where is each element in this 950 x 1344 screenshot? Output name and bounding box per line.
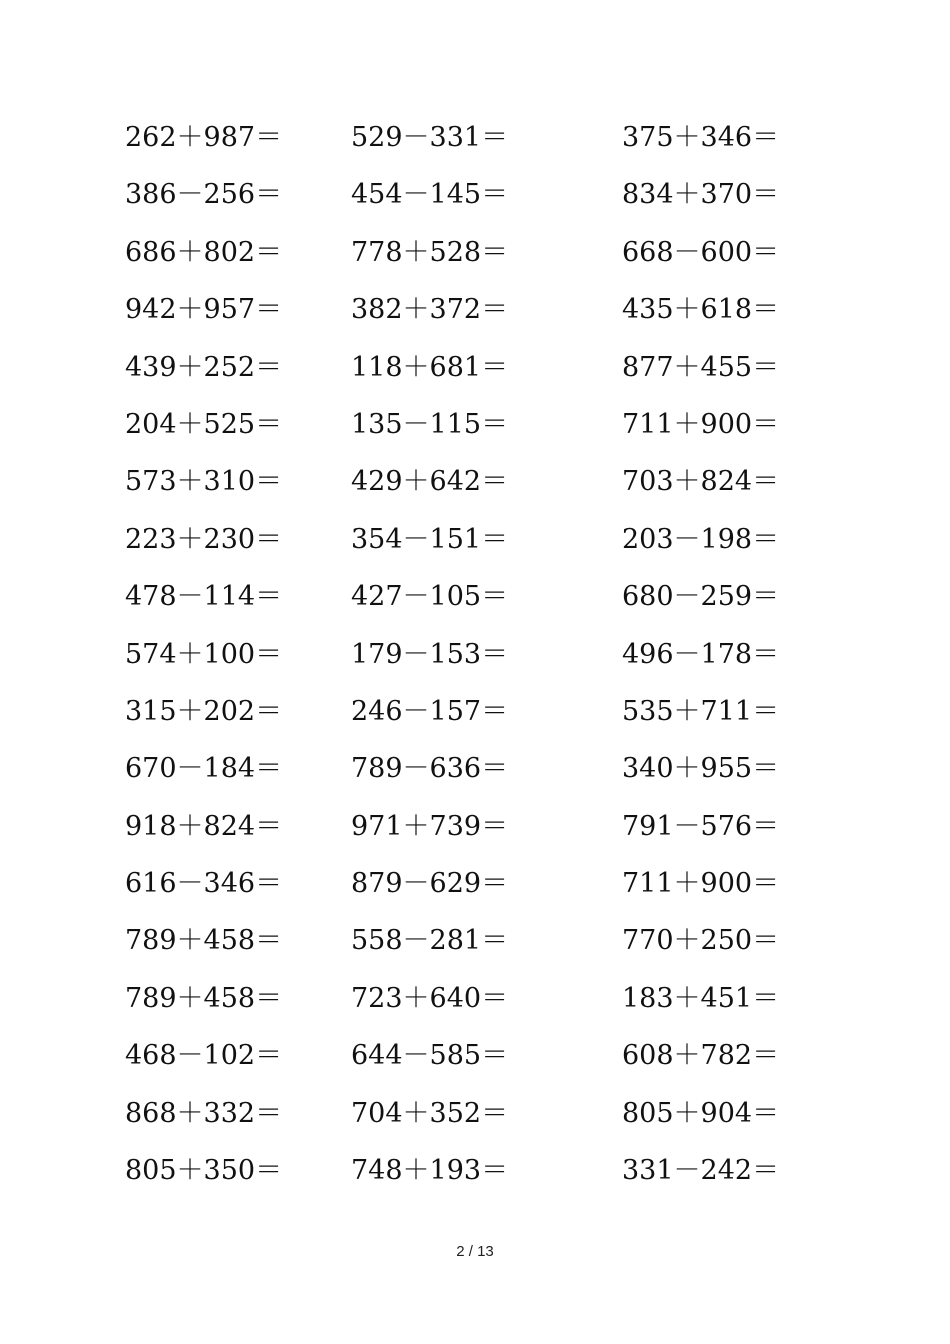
arithmetic-problem: 770＋250＝ xyxy=(622,925,780,957)
arithmetic-problem: 135－115＝ xyxy=(351,408,509,440)
arithmetic-problem: 340＋955＝ xyxy=(622,753,780,785)
arithmetic-problem: 354－151＝ xyxy=(351,523,509,555)
arithmetic-problem: 204＋525＝ xyxy=(125,408,283,440)
problem-row xyxy=(0,339,950,396)
arithmetic-problem: 789＋458＝ xyxy=(125,982,283,1014)
arithmetic-problem: 703＋824＝ xyxy=(622,466,780,498)
arithmetic-problem: 616－346＝ xyxy=(125,868,283,900)
problem-row xyxy=(0,224,950,281)
arithmetic-problem: 942＋957＝ xyxy=(125,294,283,326)
problem-row xyxy=(0,683,950,740)
arithmetic-problem: 382＋372＝ xyxy=(351,294,509,326)
arithmetic-problem: 711＋900＝ xyxy=(622,868,780,900)
arithmetic-problem: 535＋711＝ xyxy=(622,695,780,727)
arithmetic-problem: 427－105＝ xyxy=(351,581,509,613)
problem-row xyxy=(0,166,950,223)
arithmetic-problem: 386－256＝ xyxy=(125,179,283,211)
arithmetic-problem: 877＋455＝ xyxy=(622,351,780,383)
arithmetic-problem: 868＋332＝ xyxy=(125,1097,283,1129)
problem-row xyxy=(0,281,950,338)
arithmetic-problem: 435＋618＝ xyxy=(622,294,780,326)
page-number: 2 / 13 xyxy=(456,1243,494,1260)
arithmetic-problem: 439＋252＝ xyxy=(125,351,283,383)
problem-row xyxy=(0,109,950,166)
arithmetic-problem: 375＋346＝ xyxy=(622,122,780,153)
arithmetic-problem: 118＋681＝ xyxy=(351,351,509,383)
arithmetic-problem: 179－153＝ xyxy=(351,638,509,670)
arithmetic-problem: 203－198＝ xyxy=(622,523,780,555)
arithmetic-problem: 331－242＝ xyxy=(622,1155,780,1187)
arithmetic-problem: 468－102＝ xyxy=(125,1040,283,1072)
arithmetic-problem: 778＋528＝ xyxy=(351,236,509,268)
problem-row xyxy=(0,1027,950,1084)
arithmetic-problem: 223＋230＝ xyxy=(125,523,283,555)
arithmetic-problem: 723＋640＝ xyxy=(351,982,509,1014)
problem-row xyxy=(0,855,950,912)
problem-row xyxy=(0,396,950,453)
arithmetic-problem: 246－157＝ xyxy=(351,695,509,727)
arithmetic-problem: 789－636＝ xyxy=(351,753,509,785)
arithmetic-problem: 686＋802＝ xyxy=(125,236,283,268)
arithmetic-problem: 834＋370＝ xyxy=(622,179,780,211)
arithmetic-problem: 262＋987＝ xyxy=(125,122,283,153)
arithmetic-problem: 805＋904＝ xyxy=(622,1097,780,1129)
arithmetic-problem: 496－178＝ xyxy=(622,638,780,670)
arithmetic-problem: 670－184＝ xyxy=(125,753,283,785)
problem-grid xyxy=(0,109,950,1199)
arithmetic-problem: 668－600＝ xyxy=(622,236,780,268)
problem-row xyxy=(0,798,950,855)
arithmetic-problem: 789＋458＝ xyxy=(125,925,283,957)
arithmetic-problem: 971＋739＝ xyxy=(351,810,509,842)
arithmetic-problem: 574＋100＝ xyxy=(125,638,283,670)
problem-row xyxy=(0,1142,950,1199)
arithmetic-problem: 644－585＝ xyxy=(351,1040,509,1072)
problem-row xyxy=(0,1085,950,1142)
arithmetic-problem: 704＋352＝ xyxy=(351,1097,509,1129)
arithmetic-problem: 454－145＝ xyxy=(351,179,509,211)
arithmetic-problem: 791－576＝ xyxy=(622,810,780,842)
problem-row xyxy=(0,626,950,683)
arithmetic-problem: 711＋900＝ xyxy=(622,408,780,440)
arithmetic-problem: 478－114＝ xyxy=(125,581,283,613)
arithmetic-problem: 558－281＝ xyxy=(351,925,509,957)
problem-row xyxy=(0,970,950,1027)
arithmetic-problem: 315＋202＝ xyxy=(125,695,283,727)
arithmetic-problem: 573＋310＝ xyxy=(125,466,283,498)
arithmetic-problem: 918＋824＝ xyxy=(125,810,283,842)
problem-row xyxy=(0,568,950,625)
arithmetic-problem: 529－331＝ xyxy=(351,122,509,153)
arithmetic-problem: 608＋782＝ xyxy=(622,1040,780,1072)
arithmetic-problem: 748＋193＝ xyxy=(351,1155,509,1187)
arithmetic-problem: 680－259＝ xyxy=(622,581,780,613)
problem-row xyxy=(0,740,950,797)
arithmetic-problem: 879－629＝ xyxy=(351,868,509,900)
problem-row xyxy=(0,511,950,568)
problem-row xyxy=(0,453,950,510)
problem-row xyxy=(0,912,950,969)
arithmetic-problem: 429＋642＝ xyxy=(351,466,509,498)
arithmetic-problem: 183＋451＝ xyxy=(622,982,780,1014)
arithmetic-problem: 805＋350＝ xyxy=(125,1155,283,1187)
